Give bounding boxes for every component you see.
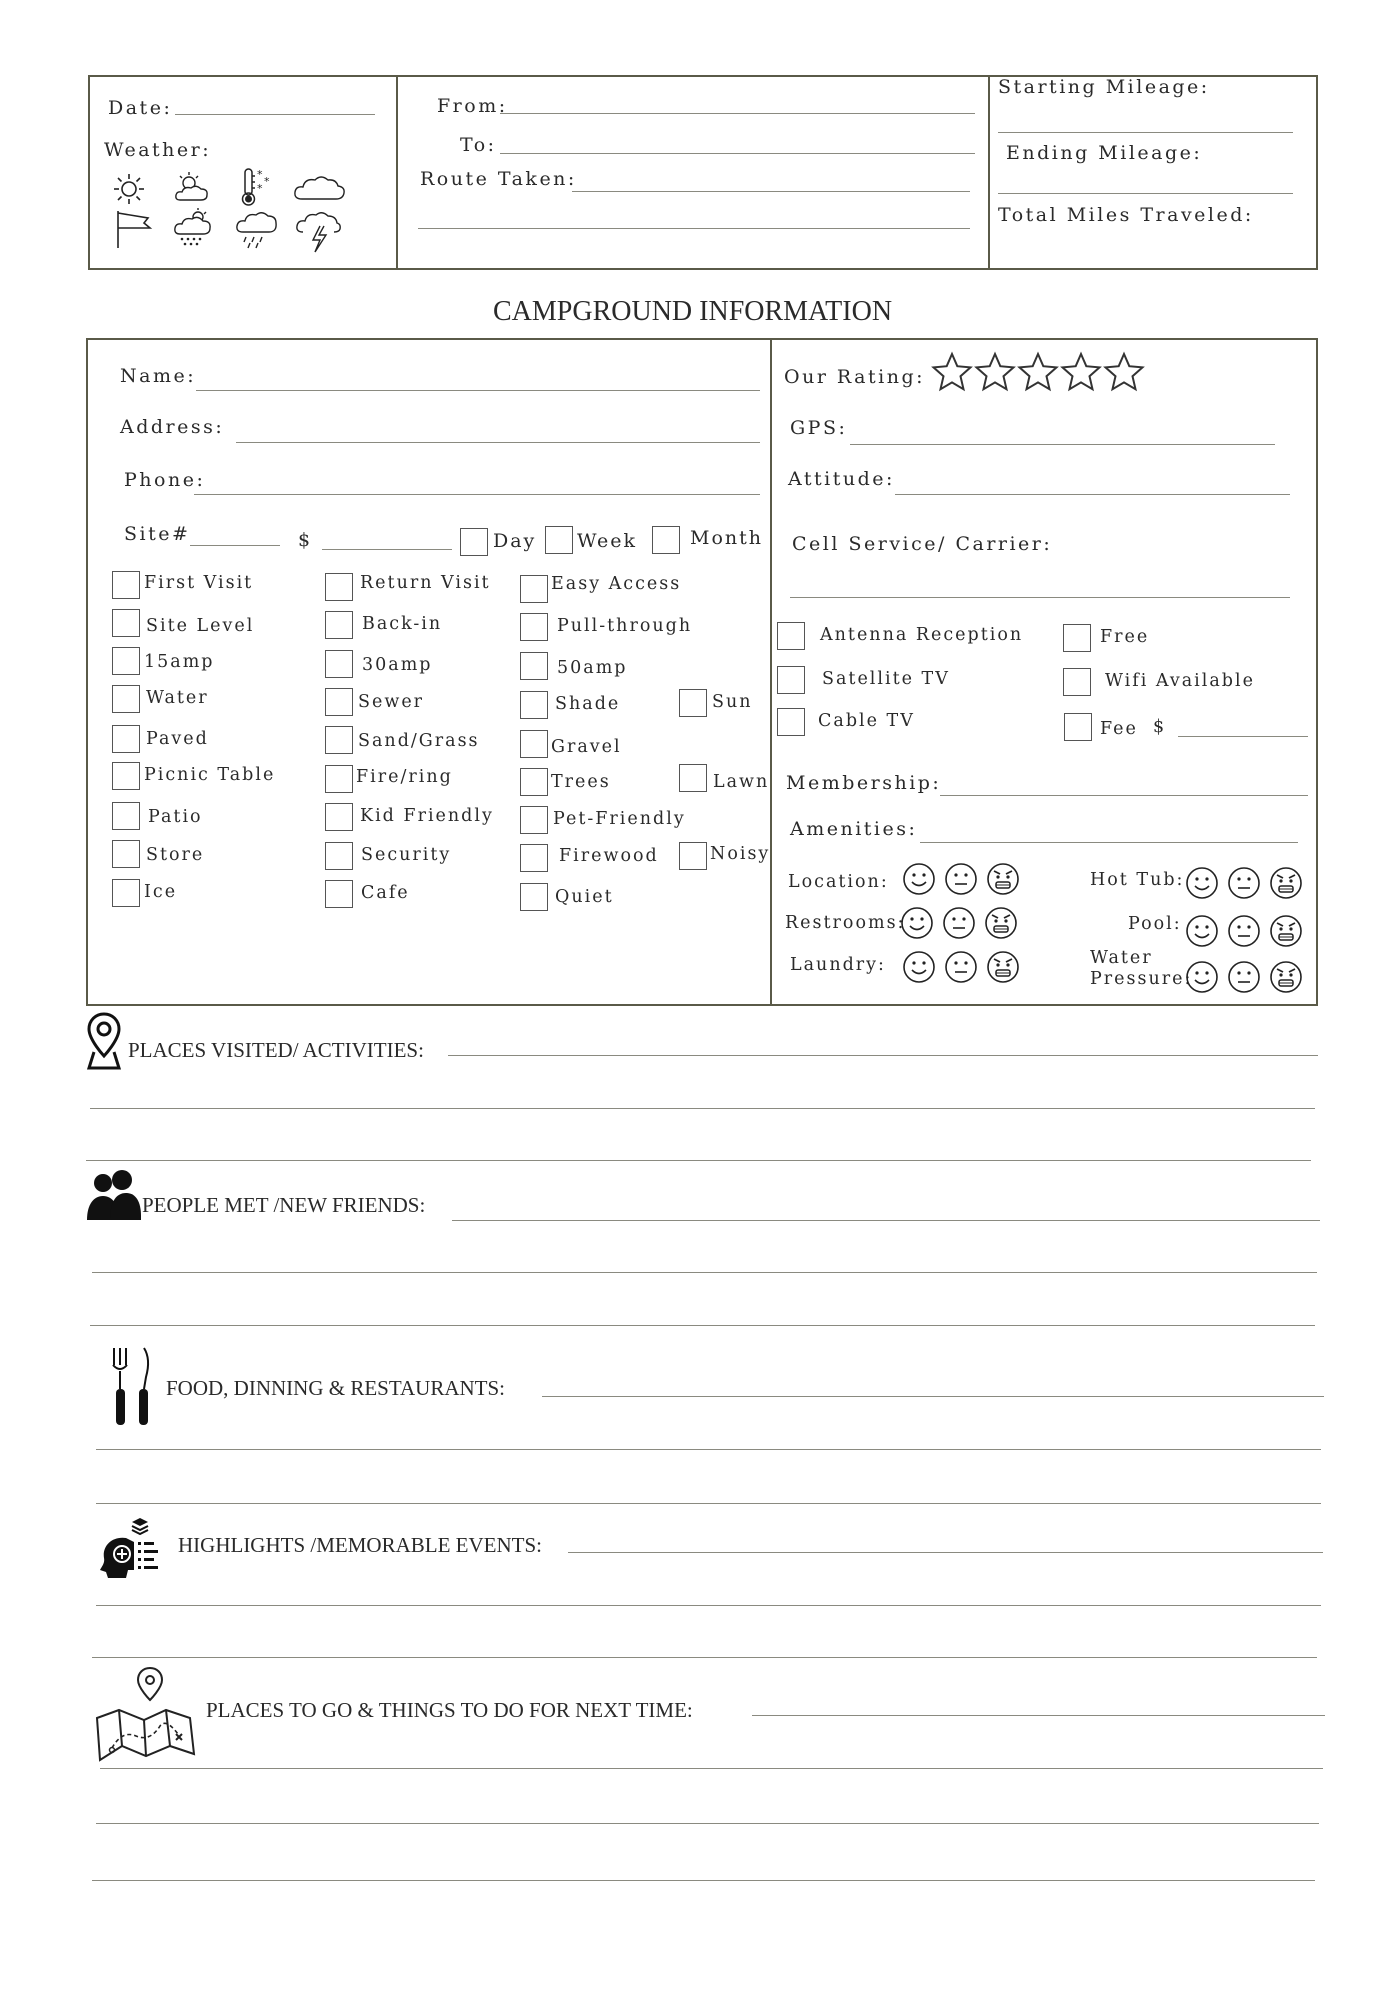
label-lawn: Lawn	[713, 772, 770, 792]
label-sand-grass: Sand/Grass	[358, 731, 480, 751]
partly-cloudy-icon[interactable]	[172, 170, 212, 206]
label-first-visit: First Visit	[144, 573, 254, 593]
happy-face-icon[interactable]	[1185, 914, 1219, 948]
label-site-level: Site Level	[146, 616, 255, 636]
label-gravel: Gravel	[551, 737, 622, 757]
checkbox-cable-tv[interactable]	[777, 708, 805, 736]
checkbox-first-visit[interactable]	[112, 571, 140, 599]
checkbox-shade[interactable]	[520, 691, 548, 719]
label-cable-tv: Cable TV	[818, 711, 915, 731]
name-label: Name:	[120, 365, 197, 387]
amenities-field[interactable]	[920, 842, 1298, 843]
water-label: Water	[1090, 948, 1153, 968]
checkbox-pull-through[interactable]	[520, 613, 548, 641]
header-divider-2	[988, 75, 990, 270]
route-field-2[interactable]	[418, 228, 970, 229]
checkbox-50amp[interactable]	[520, 652, 548, 680]
wind-flag-icon[interactable]	[114, 208, 156, 250]
phone-label: Phone:	[124, 469, 206, 491]
drizzle-icon[interactable]	[234, 208, 280, 250]
checkbox-fire-ring[interactable]	[325, 765, 353, 793]
places-visited-heading: PLACES VISITED/ ACTIVITIES:	[128, 1038, 424, 1062]
next-line-4[interactable]	[92, 1880, 1315, 1881]
label-wifi-available: Wifi Available	[1105, 671, 1255, 691]
site-label: Site#	[124, 523, 191, 545]
checkbox-noisy[interactable]	[679, 842, 707, 870]
next-time-heading: PLACES TO GO & THINGS TO DO FOR NEXT TIME:	[206, 1698, 693, 1722]
rating-star-icon[interactable]	[1103, 351, 1145, 393]
campground-divider	[770, 338, 772, 1006]
checkbox-satellite-tv[interactable]	[777, 666, 805, 694]
pool-label: Pool:	[1128, 914, 1182, 934]
label-water: Water	[146, 688, 209, 708]
angry-face-icon[interactable]	[984, 906, 1018, 940]
label-ice: Ice	[144, 882, 178, 902]
month-label: Month	[690, 527, 764, 549]
label-cafe: Cafe	[361, 883, 410, 903]
label-shade: Shade	[555, 694, 621, 714]
header-divider-1	[396, 75, 398, 270]
neutral-face-icon[interactable]	[1227, 914, 1261, 948]
neutral-face-icon[interactable]	[944, 862, 978, 896]
weather-label: Weather:	[104, 139, 212, 161]
date-label: Date:	[108, 97, 173, 119]
people-line-3[interactable]	[90, 1325, 1315, 1326]
phone-field[interactable]	[194, 494, 760, 495]
hot-tub-label: Hot Tub:	[1090, 870, 1185, 890]
checkbox-firewood[interactable]	[520, 844, 548, 872]
label-satellite-tv: Satellite TV	[822, 669, 950, 689]
people-line-2[interactable]	[92, 1272, 1317, 1273]
folded-map-icon	[94, 1664, 198, 1770]
label-easy-access: Easy Access	[551, 574, 682, 594]
ending-mileage-field[interactable]	[998, 193, 1293, 194]
price-field[interactable]	[322, 549, 452, 550]
membership-field[interactable]	[940, 795, 1308, 796]
price-dollar-label: $	[298, 529, 313, 551]
svg-text:*: *	[257, 168, 263, 181]
label-free: Free	[1100, 627, 1150, 647]
label-patio: Patio	[148, 807, 203, 827]
checkbox-free[interactable]	[1063, 624, 1091, 652]
membership-label: Membership:	[786, 772, 942, 794]
checkbox-wifi-available[interactable]	[1063, 668, 1091, 696]
label-kid-friendly: Kid Friendly	[360, 806, 494, 826]
neutral-face-icon[interactable]	[942, 906, 976, 940]
happy-face-icon[interactable]	[900, 906, 934, 940]
map-pin-icon	[86, 1012, 122, 1072]
checkbox-water[interactable]	[112, 685, 140, 713]
day-checkbox[interactable]	[460, 528, 488, 556]
food-line-2[interactable]	[96, 1449, 1321, 1450]
svg-text:*: *	[257, 182, 263, 195]
label-store: Store	[146, 845, 205, 865]
storm-icon[interactable]	[294, 208, 344, 254]
next-line-1[interactable]	[752, 1715, 1325, 1716]
happy-face-icon[interactable]	[902, 862, 936, 896]
label-fee: Fee	[1100, 719, 1138, 739]
fork-knife-icon	[108, 1345, 156, 1429]
gps-label: GPS:	[790, 417, 848, 439]
rating-star-icon[interactable]	[1017, 351, 1059, 393]
location-label: Location:	[788, 872, 889, 892]
head-target-icon	[98, 1514, 168, 1580]
cloud-icon[interactable]	[292, 172, 346, 204]
places-line-3[interactable]	[86, 1160, 1311, 1161]
food-line-3[interactable]	[96, 1503, 1321, 1504]
sun-icon[interactable]	[112, 172, 146, 206]
label-security: Security	[361, 845, 452, 865]
cell-service-label: Cell Service/ Carrier:	[792, 533, 1053, 555]
angry-face-icon[interactable]	[1269, 960, 1303, 994]
name-field[interactable]	[196, 390, 760, 391]
rating-star-icon[interactable]	[1060, 351, 1102, 393]
checkbox-sun[interactable]	[679, 689, 707, 717]
svg-text:*: *	[264, 175, 270, 188]
to-label: To:	[460, 134, 497, 156]
checkbox-sewer[interactable]	[325, 688, 353, 716]
label-paved: Paved	[146, 729, 209, 749]
angry-face-icon[interactable]	[1269, 866, 1303, 900]
checkbox-picnic-table[interactable]	[112, 762, 140, 790]
label-pull-through: Pull-through	[557, 616, 693, 636]
rating-star-icon[interactable]	[931, 351, 973, 393]
label-50amp: 50amp	[557, 658, 628, 678]
address-field[interactable]	[236, 442, 760, 443]
rating-stars[interactable]	[931, 351, 1151, 395]
starting-mileage-field[interactable]	[998, 132, 1293, 133]
label-fire-ring: Fire/ring	[356, 767, 453, 787]
week-checkbox[interactable]	[545, 526, 573, 554]
attitude-label: Attitude:	[788, 468, 895, 490]
checkbox-security[interactable]	[325, 842, 353, 870]
checkbox-fee[interactable]	[1064, 713, 1092, 741]
gps-field[interactable]	[850, 444, 1275, 445]
checkbox-antenna-reception[interactable]	[777, 622, 805, 650]
rating-label: Our Rating:	[784, 366, 926, 388]
checkbox-quiet[interactable]	[520, 883, 548, 911]
label-antenna-reception: Antenna Reception	[820, 625, 1024, 645]
checkbox-15amp[interactable]	[112, 647, 140, 675]
label-pet-friendly: Pet-Friendly	[553, 809, 686, 829]
attitude-field[interactable]	[895, 494, 1290, 495]
ending-mileage-label: Ending Mileage:	[1006, 142, 1203, 164]
restrooms-label: Restrooms:	[785, 913, 906, 933]
starting-mileage-label: Starting Mileage:	[998, 76, 1210, 98]
route-label: Route Taken:	[420, 168, 577, 190]
checkbox-gravel[interactable]	[520, 730, 548, 758]
food-line-1[interactable]	[542, 1396, 1324, 1397]
month-checkbox[interactable]	[652, 526, 680, 554]
places-line-2[interactable]	[90, 1108, 1315, 1109]
checkbox-ice[interactable]	[112, 879, 140, 907]
checkbox-sand-grass[interactable]	[325, 726, 353, 754]
day-label: Day	[493, 530, 537, 552]
site-field[interactable]	[190, 545, 280, 546]
next-line-2[interactable]	[100, 1768, 1323, 1769]
amenities-label: Amenities:	[790, 818, 918, 840]
people-icon	[86, 1166, 142, 1222]
label-noisy: Noisy	[710, 844, 771, 864]
checkbox-back-in[interactable]	[325, 611, 353, 639]
date-field[interactable]	[175, 114, 375, 115]
checkbox-trees[interactable]	[520, 768, 548, 796]
angry-face-icon[interactable]	[986, 950, 1020, 984]
checkbox-site-level[interactable]	[112, 609, 140, 637]
happy-face-icon[interactable]	[1185, 866, 1219, 900]
from-field[interactable]	[500, 113, 975, 114]
fee-dollar-label: $	[1153, 717, 1167, 737]
label-firewood: Firewood	[559, 846, 659, 866]
checkbox-pet-friendly[interactable]	[520, 806, 548, 834]
neutral-face-icon[interactable]	[1227, 960, 1261, 994]
checkbox-cafe[interactable]	[325, 880, 353, 908]
highlights-heading: HIGHLIGHTS /MEMORABLE EVENTS:	[178, 1533, 542, 1557]
label-sewer: Sewer	[358, 692, 425, 712]
to-field[interactable]	[500, 153, 975, 154]
checkbox-easy-access[interactable]	[520, 575, 548, 603]
highlights-line-3[interactable]	[92, 1657, 1317, 1658]
checkbox-store[interactable]	[112, 840, 140, 868]
pressure-label: Pressure:	[1090, 969, 1193, 989]
highlights-line-1[interactable]	[568, 1552, 1323, 1553]
label-quiet: Quiet	[555, 887, 614, 907]
checkbox-paved[interactable]	[112, 725, 140, 753]
week-label: Week	[577, 530, 637, 552]
fee-field[interactable]	[1178, 736, 1308, 737]
angry-face-icon[interactable]	[986, 862, 1020, 896]
next-line-3[interactable]	[96, 1823, 1319, 1824]
label-30amp: 30amp	[362, 655, 433, 675]
rating-star-icon[interactable]	[974, 351, 1016, 393]
campground-title: CAMPGROUND INFORMATION	[493, 296, 893, 327]
people-line-1[interactable]	[452, 1220, 1320, 1221]
total-miles-label: Total Miles Traveled:	[998, 204, 1254, 226]
thermometer-snow-icon[interactable]	[240, 166, 276, 208]
address-label: Address:	[120, 416, 225, 438]
checkbox-lawn[interactable]	[679, 764, 707, 792]
label-picnic-table: Picnic Table	[144, 765, 276, 785]
food-heading: FOOD, DINNING & RESTAURANTS:	[166, 1376, 505, 1400]
happy-face-icon[interactable]	[1185, 960, 1219, 994]
label-return-visit: Return Visit	[360, 573, 491, 593]
from-label: From:	[437, 95, 508, 117]
label-trees: Trees	[551, 772, 611, 792]
route-field[interactable]	[572, 191, 970, 192]
laundry-label: Laundry:	[790, 955, 886, 975]
checkbox-30amp[interactable]	[325, 650, 353, 678]
checkbox-kid-friendly[interactable]	[325, 803, 353, 831]
places-line-1[interactable]	[448, 1055, 1318, 1056]
label-15amp: 15amp	[144, 652, 215, 672]
checkbox-return-visit[interactable]	[325, 573, 353, 601]
label-sun: Sun	[712, 692, 753, 712]
people-met-heading: PEOPLE MET /NEW FRIENDS:	[142, 1193, 426, 1217]
angry-face-icon[interactable]	[1269, 914, 1303, 948]
neutral-face-icon[interactable]	[944, 950, 978, 984]
happy-face-icon[interactable]	[902, 950, 936, 984]
highlights-line-2[interactable]	[96, 1605, 1321, 1606]
rain-cloud-icon[interactable]	[172, 206, 218, 252]
label-back-in: Back-in	[362, 614, 443, 634]
checkbox-patio[interactable]	[112, 802, 140, 830]
neutral-face-icon[interactable]	[1227, 866, 1261, 900]
cell-service-field[interactable]	[790, 597, 1290, 598]
